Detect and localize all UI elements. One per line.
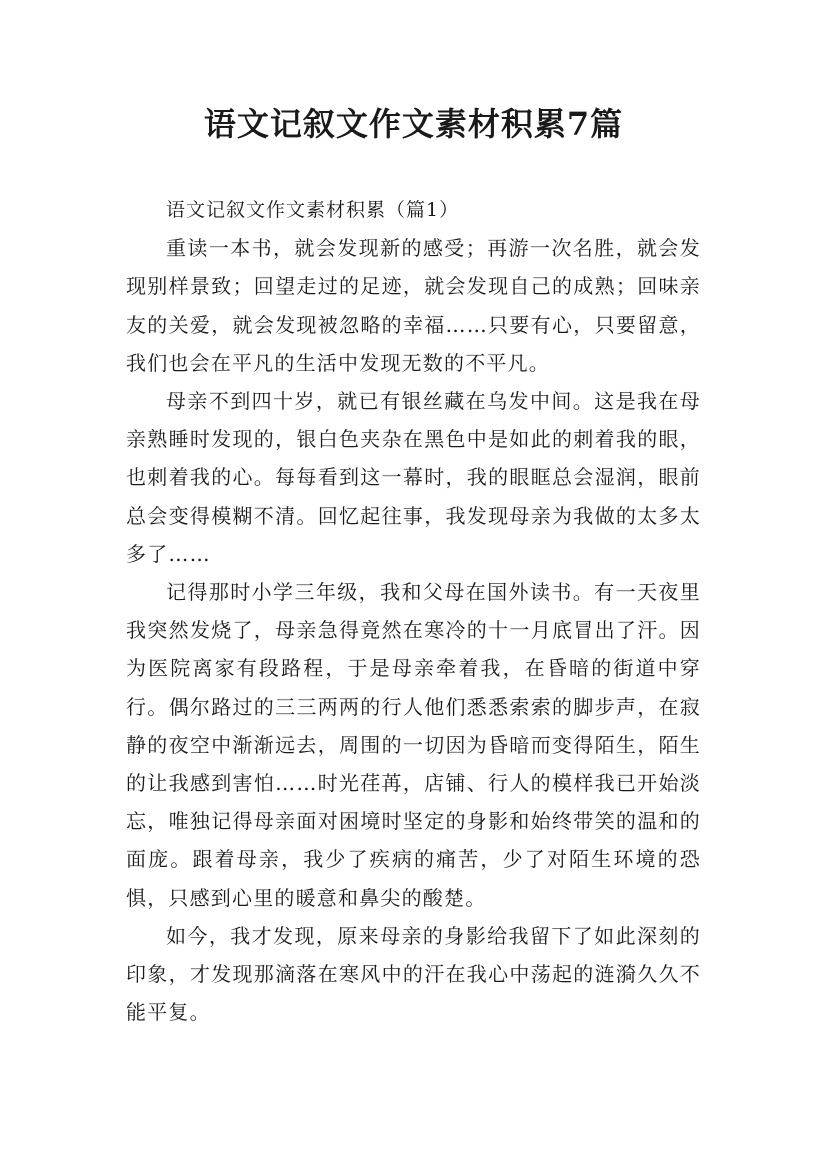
paragraph-2: 母亲不到四十岁，就已有银丝藏在乌发中间。这是我在母亲熟睡时发现的，银白色夹杂在黑色中是如此的刺着我的眼，也刺着我的心。每每看到这一幕时，我的眼眶总会湿润，眼前总会变得模糊不清。回忆起往事，我发现母亲为我做的太多太多了…… — [126, 389, 701, 566]
paragraph-3: 记得那时小学三年级，我和父母在国外读书。有一天夜里我突然发烧了，母亲急得竟然在寒冷的十一月底冒出了汗。因为医院离家有段路程，于是母亲牵着我，在昏暗的街道中穿行。偶尔路过的三三两两的行人他们悉悉索索的脚步声，在寂静的夜空中渐渐远去，周围的一切因为昏暗而变得陌生，陌生的让我感到害怕……时光荏苒，店铺、行人的模样我已开始淡忘，唯独记得母亲面对困境时坚定的身影和始终带笑的温和的面庞。跟着母亲，我少了疾病的痛苦，少了对陌生环境的恐惧，只感到心里的暖意和鼻尖的酸楚。 — [126, 580, 701, 910]
document-title: 语文记叙文作文素材积累7篇 — [203, 105, 624, 143]
paragraph-4: 如今，我才发现，原来母亲的身影给我留下了如此深刻的印象，才发现那滴落在寒风中的汗在我心中荡起的涟漪久久不能平复。 — [126, 923, 701, 1025]
paragraph-1: 重读一本书，就会发现新的感受；再游一次名胜，就会发现别样景致；回望走过的足迹，就会发现自己的成熟；回味亲友的关爱，就会发现被忽略的幸福……只要有心，只要留意，我们也会在平凡的生活中发现无数的不平凡。 — [126, 236, 701, 375]
document-body — [126, 191, 701, 1031]
section-heading: 语文记叙文作文素材积累（篇1） — [166, 199, 460, 221]
